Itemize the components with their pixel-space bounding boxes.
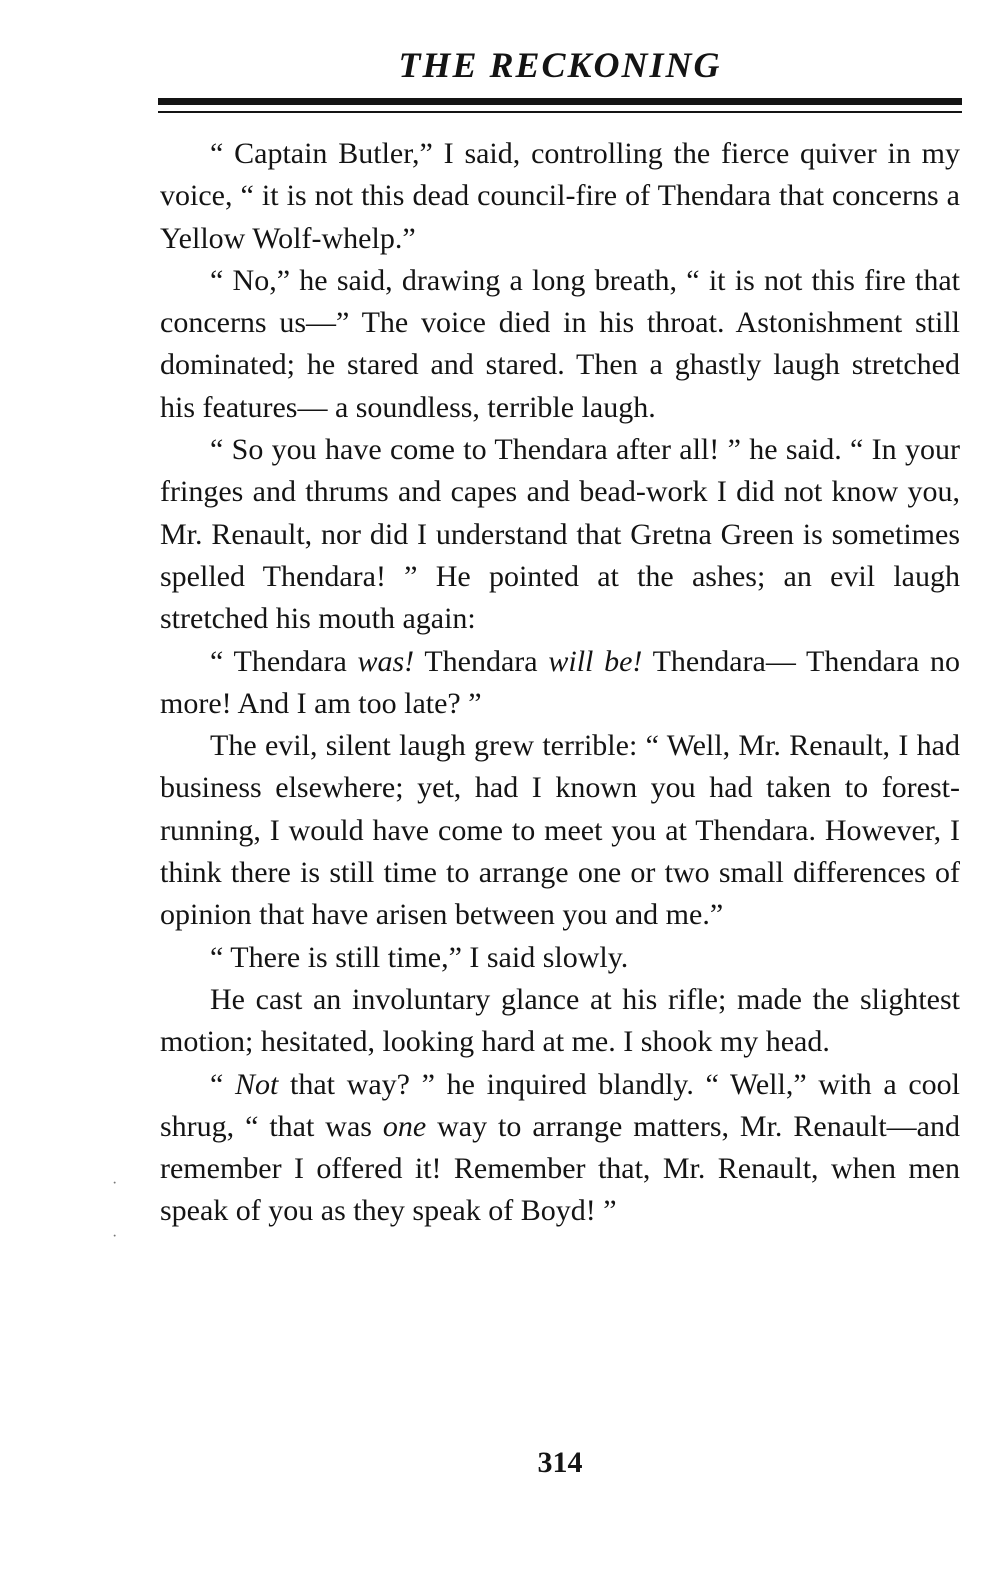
paragraph-6: “ There is still time,” I said slowly. — [210, 940, 629, 974]
text-run: “ Thendara — [210, 644, 358, 678]
header-rule-thin — [158, 111, 962, 113]
margin-speck: · — [112, 1228, 118, 1245]
paragraph-8 — [160, 1064, 960, 1233]
italic-text: was! — [357, 644, 415, 678]
italic-text: Not — [235, 1067, 279, 1101]
margin-speck: · — [112, 1175, 118, 1192]
paragraph-3: “ So you have come to Thendara after all! ” he said. “ In your fringes and thrums and capes and bead-work I did not know you, Mr. Renault, nor did I understand that Gretna Green is sometimes spelled Thendara! ” He pointed at the ashes; an evil laugh stretched his mouth again: — [160, 433, 960, 636]
paragraph-5: The evil, silent laugh grew terrible: “ Well, Mr. Renault, I had business elsewhere; yet, had I known you had taken to forest-running, I would have come to meet you at Thendara. However, I think there is still time to arrange one or two small differences of opinion that have arisen between you and me.” — [160, 729, 960, 932]
header-rule-thick — [158, 98, 962, 105]
paragraph-2: “ No,” he said, drawing a long breath, “ it is not this fire that concerns us—” The voice died in his throat. Astonishment still dominated; he stared and stared. Then a ghastly laugh stretched his features— a soundless, terrible laugh. — [160, 263, 960, 424]
body-text — [160, 133, 960, 1233]
paragraph-7: He cast an involuntary glance at his rifle; made the slightest motion; hesitated, looking hard at me. I shook my head. — [160, 982, 960, 1059]
text-run: Thendara — [414, 644, 549, 678]
italic-text: one — [382, 1109, 427, 1143]
text-run: Thendara— Thendara no more! And I am too late? ” — [160, 644, 960, 720]
paragraph-4 — [160, 641, 960, 726]
text-run: that way? ” he inquired blandly. “ Well,” with a cool shrug, “ that was — [160, 1067, 960, 1143]
text-run: “ — [210, 1067, 235, 1101]
running-head: THE RECKONING — [398, 45, 722, 85]
paragraph-1: “ Captain Butler,” I said, controlling the fierce quiver in my voice, “ it is not this dead council-fire of Thendara that concerns a Yellow Wolf-whelp.” — [160, 137, 960, 255]
page-number: 314 — [537, 1446, 583, 1479]
italic-text: will be! — [548, 644, 643, 678]
text-run: way to arrange matters, Mr. Renault—and remember I offered it! Remember that, Mr. Renault, when men speak of you as they speak of Boyd! ” — [160, 1109, 960, 1228]
